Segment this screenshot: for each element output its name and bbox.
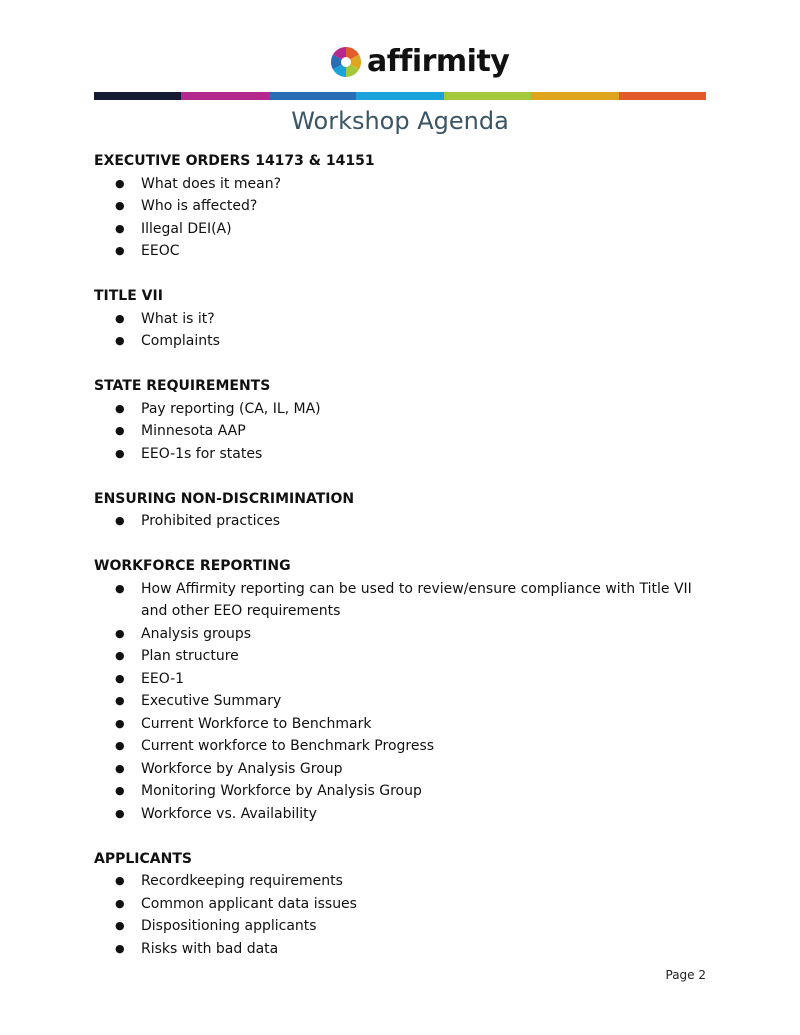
bullet-icon: ● <box>115 649 125 662</box>
agenda-content <box>94 150 714 983</box>
list-item-text: Workforce vs. Availability <box>141 805 317 822</box>
agenda-section <box>94 150 714 263</box>
list-item-text: Current workforce to Benchmark Progress <box>141 738 435 754</box>
list-item-text: Monitoring Workforce by Analysis Group <box>141 783 422 799</box>
color-stripe-segment <box>356 92 443 100</box>
bullet-icon: ● <box>115 514 125 527</box>
affirmity-logo <box>330 44 509 80</box>
list-item <box>94 195 714 218</box>
list-item-text: What is it? <box>141 310 215 327</box>
agenda-section <box>94 555 714 825</box>
bullet-icon: ● <box>115 244 125 257</box>
list-item <box>94 780 714 803</box>
bullet-icon: ● <box>115 199 125 212</box>
list-item-text: How Affirmity reporting can be used to review/ensure compliance with Title VII and other EEO requirements <box>141 580 692 619</box>
bullet-icon: ● <box>115 784 125 797</box>
bullet-list <box>94 578 714 826</box>
list-item-text: Workforce by Analysis Group <box>141 760 343 777</box>
list-item-text: Risks with bad data <box>141 940 279 957</box>
list-item <box>94 330 714 353</box>
color-stripe-segment <box>181 92 268 100</box>
list-item <box>94 713 714 736</box>
section-heading: TITLE VII <box>94 288 163 304</box>
bullet-icon: ● <box>115 424 125 437</box>
list-item <box>94 420 714 443</box>
bullet-icon: ● <box>115 896 125 910</box>
agenda-section <box>94 488 714 533</box>
bullet-list <box>94 173 714 263</box>
list-item-text: What does it mean? <box>141 175 282 192</box>
agenda-section <box>94 375 714 465</box>
page-title: Workshop Agenda <box>291 107 509 135</box>
bullet-icon: ● <box>115 334 125 347</box>
bullet-list <box>94 398 714 466</box>
list-item <box>94 735 714 758</box>
list-item-text: Minnesota AAP <box>141 423 246 439</box>
page-number: Page 2 <box>665 968 706 982</box>
list-item <box>94 218 714 241</box>
color-stripe-segment <box>619 92 706 100</box>
list-item <box>94 870 714 893</box>
bullet-icon: ● <box>115 626 125 640</box>
list-item <box>94 510 714 533</box>
agenda-section <box>94 285 714 353</box>
section-heading: STATE REQUIREMENTS <box>94 378 271 394</box>
section-heading: APPLICANTS <box>94 850 192 867</box>
color-stripe-segment <box>444 92 531 100</box>
bullet-list <box>94 870 714 960</box>
bullet-icon: ● <box>115 581 125 595</box>
list-item-text: Complaints <box>141 333 220 349</box>
bullet-icon: ● <box>115 806 125 820</box>
bullet-icon: ● <box>115 401 125 415</box>
list-item <box>94 578 714 623</box>
list-item <box>94 893 714 916</box>
list-item <box>94 623 714 646</box>
list-item-text: Pay reporting (CA, IL, MA) <box>141 400 321 417</box>
list-item <box>94 690 714 713</box>
bullet-icon: ● <box>115 221 125 235</box>
list-item <box>94 173 714 196</box>
list-item <box>94 645 714 668</box>
agenda-section <box>94 848 714 961</box>
color-stripe-segment <box>94 92 181 100</box>
bullet-list <box>94 510 714 533</box>
aperture-logo-icon <box>330 46 362 78</box>
list-item-text: Common applicant data issues <box>141 895 357 912</box>
list-item <box>94 758 714 781</box>
list-item-text: Prohibited practices <box>141 513 281 529</box>
list-item <box>94 915 714 938</box>
list-item-text: EEO-1s for states <box>141 445 263 462</box>
bullet-icon: ● <box>115 874 125 887</box>
list-item <box>94 398 714 421</box>
section-heading: WORKFORCE REPORTING <box>94 558 291 574</box>
bullet-icon: ● <box>115 694 125 707</box>
list-item <box>94 240 714 263</box>
bullet-icon: ● <box>115 176 125 190</box>
bullet-icon: ● <box>115 761 125 775</box>
bullet-icon: ● <box>115 671 125 685</box>
list-item-text: Current Workforce to Benchmark <box>141 715 372 732</box>
list-item <box>94 443 714 466</box>
color-stripe-bar <box>94 92 706 100</box>
list-item-text: Plan structure <box>141 648 239 664</box>
bullet-icon: ● <box>115 739 125 752</box>
list-item-text: Analysis groups <box>141 625 252 642</box>
list-item <box>94 803 714 826</box>
section-heading: EXECUTIVE ORDERS 14173 & 14151 <box>94 153 375 169</box>
list-item-text: Dispositioning applicants <box>141 918 317 934</box>
bullet-icon: ● <box>115 311 125 325</box>
list-item <box>94 308 714 331</box>
list-item-text: EEO-1 <box>141 670 185 687</box>
bullet-icon: ● <box>115 941 125 955</box>
bullet-icon: ● <box>115 716 125 730</box>
list-item-text: Who is affected? <box>141 198 258 214</box>
bullet-icon: ● <box>115 919 125 932</box>
bullet-list <box>94 308 714 353</box>
list-item <box>94 938 714 961</box>
list-item-text: Illegal DEI(A) <box>141 220 232 237</box>
list-item-text: EEOC <box>141 243 180 259</box>
section-heading: ENSURING NON-DISCRIMINATION <box>94 490 355 507</box>
list-item <box>94 668 714 691</box>
bullet-icon: ● <box>115 446 125 460</box>
logo-wordmark: affirmity <box>367 44 510 79</box>
color-stripe-segment <box>531 92 618 100</box>
list-item-text: Executive Summary <box>141 693 282 709</box>
color-stripe-segment <box>269 92 356 100</box>
list-item-text: Recordkeeping requirements <box>141 873 343 889</box>
